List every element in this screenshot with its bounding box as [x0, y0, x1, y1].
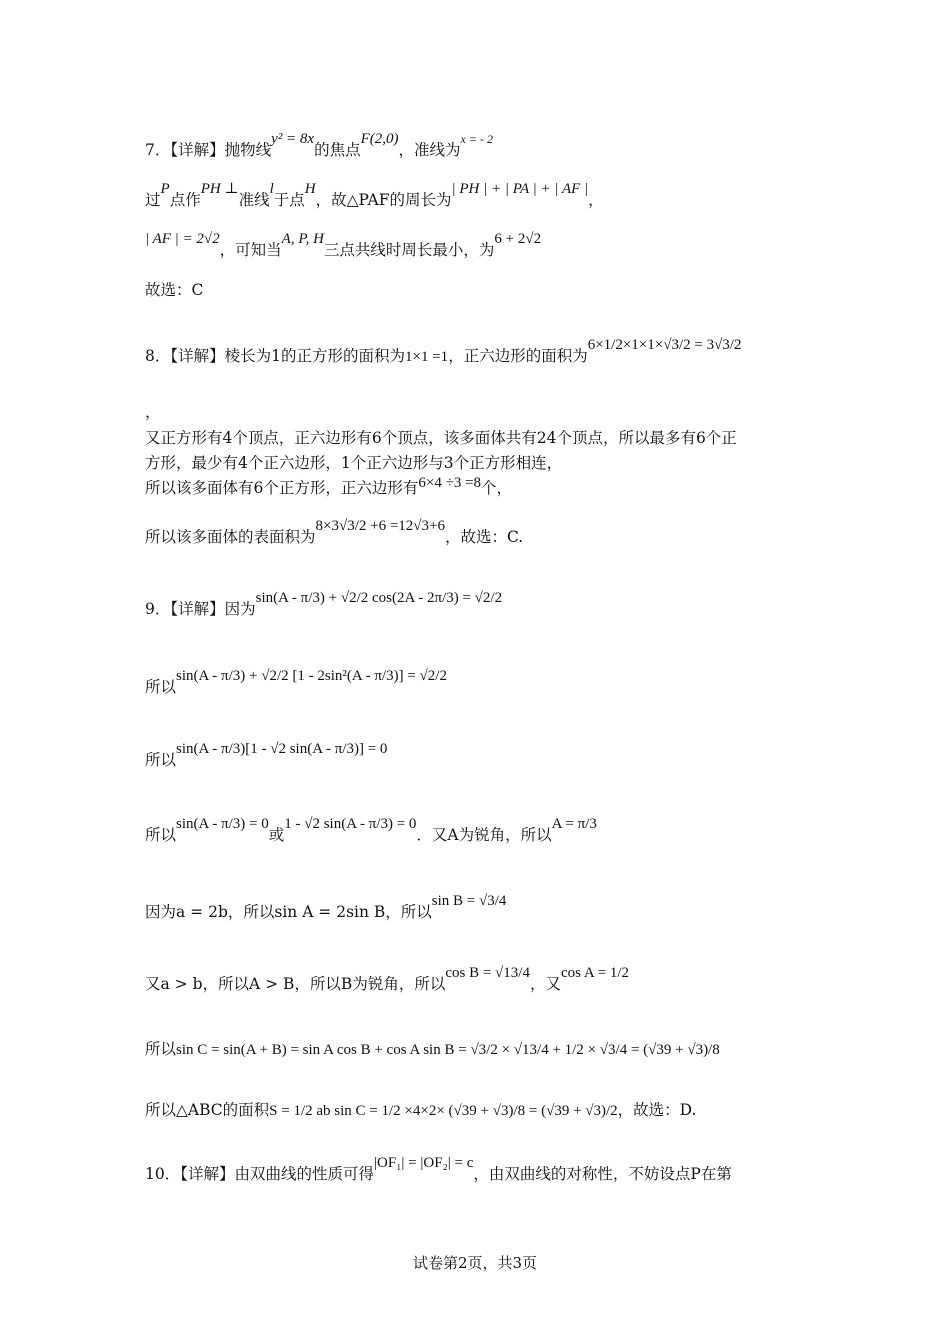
p7-line3: | AF | = 2√2，可知当A, P, H三点共线时周长最小，为6 + 2√2: [145, 231, 542, 259]
p9-line6: 又a > b，所以A > B，所以B为锐角，所以cos B = √13/4，又cos A = 1/2: [145, 965, 630, 993]
p9-line5: 因为a = 2b，所以sin A = 2sin B，所以sin B = √3/4: [145, 893, 507, 921]
p8-surface-area: 8×3√3/2 +6 =12√3+6: [315, 518, 445, 534]
p9-eq8: S = 1/2 ab sin C = 1/2 ×4×2× (√39 + √3)/8 = (√39 + √3)/2: [269, 1103, 618, 1119]
p7-directrix: x = - 2: [460, 132, 493, 146]
p9-eq1: sin(A - π/3) + √2/2 cos(2A - 2π/3) = √2/2: [255, 590, 503, 606]
p7-min: 6 + 2√2: [494, 231, 542, 247]
p8-line1: 8．【详解】棱长为1的正方形的面积为1×1 =1，正六边形的面积为6×1/2×1×1×√3/2 = 3√3/2: [145, 337, 742, 365]
p9-eq4a: sin(A - π/3) = 0: [176, 816, 269, 832]
p8-hex-area: 6×1/2×1×1×√3/2 = 3√3/2: [587, 337, 742, 353]
p9-line7: 所以sin C = sin(A + B) = sin A cos B + cos A sin B = √3/2 × √13/4 + 1/2 × √3/4 = (√39 + √3)/8: [145, 1040, 720, 1058]
p8-line3: 方形，最少有4个正六边形，1个正六边形与3个正方形相连，: [145, 454, 563, 472]
p9-line8: 所以△ABC的面积S = 1/2 ab sin C = 1/2 ×4×2× (√39 + √3)/8 = (√39 + √3)/2，故选：D.: [145, 1101, 697, 1119]
p7-parabola-eq: y² = 8x: [271, 131, 315, 147]
p9-eq2: sin(A - π/3) + √2/2 [1 - 2sin²(A - π/3)] = √2/2: [176, 668, 447, 684]
p7-answer: 故选：C: [145, 281, 204, 299]
p9-eq3: sin(A - π/3)[1 - √2 sin(A - π/3)] = 0: [176, 741, 388, 757]
p7-focus: F(2,0): [360, 131, 399, 147]
p8-line2: 又正方形有4个顶点，正六边形有6个顶点，该多面体共有24个顶点，所以最多有6个正: [145, 429, 737, 447]
p7-perimeter: | PH | + | PA | + | AF |: [451, 181, 589, 197]
p8-line5: 所以该多面体的表面积为8×3√3/2 +6 =12√3+6，故选：C.: [145, 518, 524, 546]
p9-line4: 所以sin(A - π/3) = 0或1 - √2 sin(A - π/3) = 0．又A为锐角，所以A = π/3: [145, 816, 597, 844]
p9-eq6a: cos B = √13/4: [445, 965, 530, 981]
p8-line4: 所以该多面体有6个正方形，正六边形有6×4 ÷3 =8个，: [145, 475, 513, 497]
p9-eq5: sin B = √3/4: [431, 893, 507, 909]
p9-line1: 9．【详解】因为sin(A - π/3) + √2/2 cos(2A - 2π/3) = √2/2: [145, 590, 503, 618]
p10-eq: |OF₁| = |OF₂| = c: [374, 1155, 474, 1171]
p7-line1: 7．【详解】抛物线y² = 8x的焦点F(2,0)，准线为$^{x = - 2}$: [145, 131, 493, 159]
page-footer: 试卷第2页，共3页: [412, 1254, 538, 1272]
p9-eq6b: cos A = 1/2: [560, 965, 630, 981]
p8-comma: ，: [145, 403, 161, 421]
p10-line1: 10．【详解】由双曲线的性质可得|OF₁| = |OF₂| = c，由双曲线的对称性，不妨设点P在第: [145, 1155, 732, 1183]
p9-eq7: sin C = sin(A + B) = sin A cos B + cos A sin B = √3/2 × √13/4 + 1/2 × √3/4 = (√39 + √3)/8: [176, 1042, 720, 1058]
p9-eq4b: 1 - √2 sin(A - π/3) = 0: [284, 816, 417, 832]
p7-line2: 过P点作PH ⊥准线l于点H，故△PAF的周长为| PH | + | PA | + | AF |，: [145, 181, 604, 209]
p9-line3: 所以sin(A - π/3)[1 - √2 sin(A - π/3)] = 0: [145, 741, 388, 769]
p9-eq4c: A = π/3: [551, 816, 597, 832]
p9-line2: 所以sin(A - π/3) + √2/2 [1 - 2sin²(A - π/3)] = √2/2: [145, 668, 447, 696]
p7-af: | AF | = 2√2: [145, 231, 220, 247]
